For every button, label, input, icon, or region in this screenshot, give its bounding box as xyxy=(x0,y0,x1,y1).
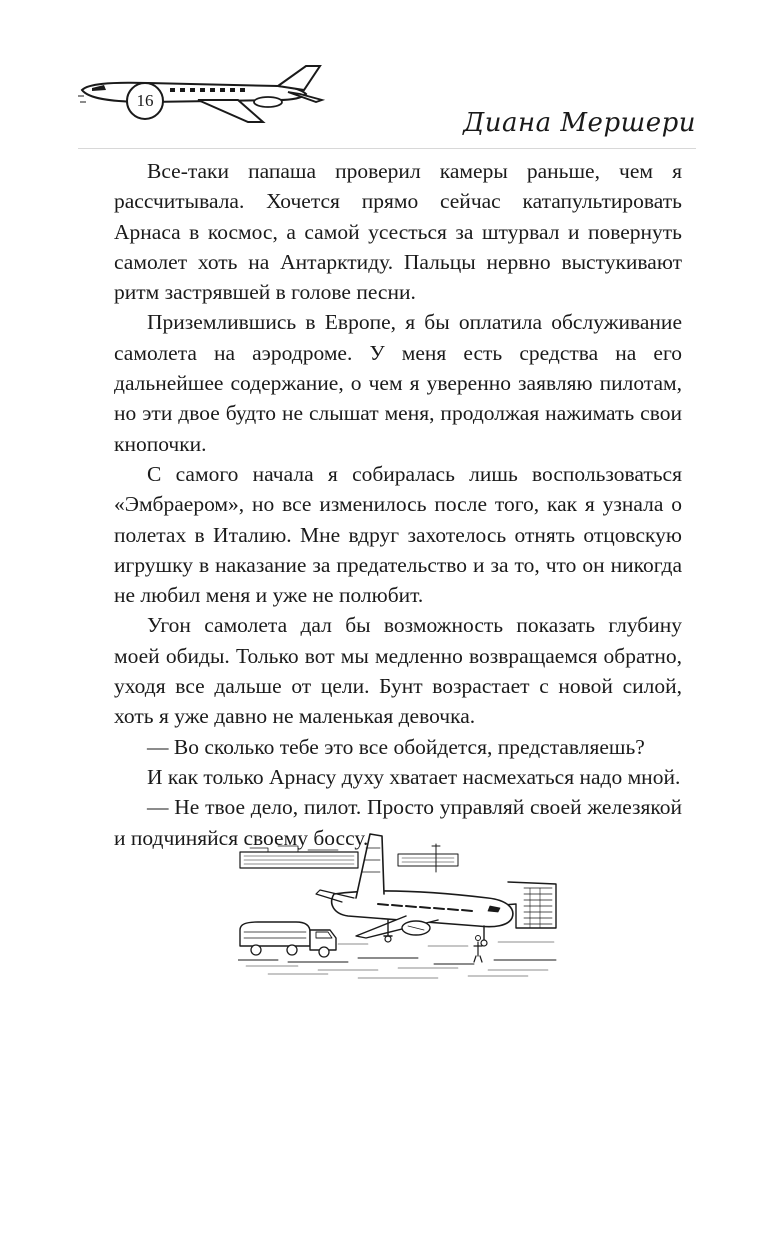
airport-illustration xyxy=(238,832,560,982)
paragraph-2: Приземлившись в Европе, я бы оплатила обслуживание самолета на аэродроме. У меня есть средства на его дальнейшее содержание, о чем я уверенно заявляю пилотам, но эти двое будто не слышат меня, продолжая нажимать свои кнопочки. xyxy=(114,310,682,456)
paragraph-6: И как только Арнасу духу хватает насмехаться надо мной. xyxy=(147,764,681,789)
page-number-badge xyxy=(126,82,164,120)
author-name: Диана Мершери xyxy=(463,108,696,138)
paragraph-7-dialogue: — Не твое дело, пилот. Просто управляй своей железякой и подчиняйся своему боссу. xyxy=(114,795,682,850)
paragraph-3: С самого начала я собиралась лишь воспользоваться «Эмбраером», но все изменилось после того, как я узнала о полетах в Италию. Мне вдруг захотелось отнять отцовскую игрушку в наказание за предательство и за то, что он никогда не любил меня и уже не полюбит. xyxy=(114,461,682,608)
body-text xyxy=(114,156,682,853)
page-number: 16 xyxy=(136,91,154,110)
paragraph-5-dialogue: — Во сколько тебе это все обойдется, представляешь? xyxy=(147,734,645,759)
running-header xyxy=(0,0,768,150)
header-divider xyxy=(78,148,696,149)
paragraph-1: Все-таки папаша проверил камеры раньше, чем я рассчитывала. Хочется прямо сейчас катапультировать Арнаса в космос, а самой усесться за штурвал и повернуть самолет хоть на Антарктиду. Пальцы нервно выстукивают ритм застрявшей в голове песни. xyxy=(114,159,682,305)
airplane-header-icon xyxy=(78,62,328,134)
paragraph-4: Угон самолета дал бы возможность показать глубину моей обиды. Только вот мы медленно возвращаемся обратно, уходя все дальше от цели. Бунт возрастает с новой силой, хоть я уже давно не маленькая девочка. xyxy=(114,613,682,729)
